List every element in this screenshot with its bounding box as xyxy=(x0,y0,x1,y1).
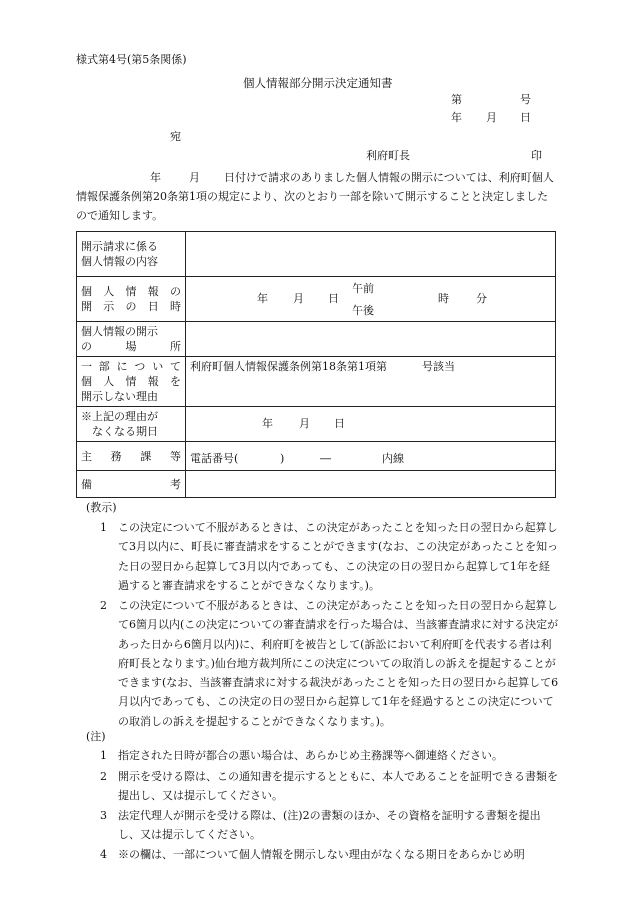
issuer-name: 利府町長 xyxy=(366,149,410,162)
table-row xyxy=(77,322,556,357)
kyoji-heading: (教示) xyxy=(86,501,117,514)
intro-year: 年 xyxy=(150,171,161,184)
intro-paragraph xyxy=(76,168,556,225)
content-label: 開示請求に係る 個人情報の内容 xyxy=(77,232,186,277)
seal-mark: 印 xyxy=(531,149,542,162)
department-label: 主 務 課 等 xyxy=(77,442,186,471)
notes-heading: (注) xyxy=(86,730,106,743)
disclosure-table xyxy=(76,231,556,498)
reason-label: 一 部 に つ い て 個 人 情 報 を 開示しない理由 xyxy=(77,357,186,407)
table-row xyxy=(77,277,556,322)
note-item-2: 2 開示を受ける際は、この通知書を提示するとともに、本人であることを証明できる書類を提出し、又は提示してください。 xyxy=(100,770,558,803)
table-row xyxy=(77,471,556,498)
kyoji-item-2: 2 この決定について不服があるときは、この決定があったことを知った日の翌日から起算して6箇月以内(この決定についての審査請求を行った場合は、当該審査請求に対する決定があった日から6箇月以内)に、利府町を被告として(訴訟において利府町を代表する者は利府町長となります。)仙台地方裁判所にこの決定についての取消しの訴えを提起することができます(なお、当該審査請求に対する裁決があったことを知った日の翌日から起算して6月以内であっても、この決定の日の翌日から起算して1年を経過するとこの決定についての取消しの訴えを提起することができなくなります。)。 xyxy=(100,599,559,728)
datetime-label: 個 人 情 報 の 開 示 の 日 時 xyxy=(77,277,186,322)
datetime-value[interactable]: 年 月 日 午前 午後 時 分 xyxy=(186,277,556,322)
document-title: 個人情報部分開示決定通知書 xyxy=(243,76,393,90)
remarks-value[interactable] xyxy=(186,471,556,498)
note-item-3: 3 法定代理人が開示を受ける際は、(注)2の書類のほか、その資格を証明する書類を提出し、又は提示してください。 xyxy=(100,809,541,842)
table-row xyxy=(77,407,556,442)
location-value[interactable] xyxy=(186,322,556,357)
number-go: 号 xyxy=(520,93,531,106)
form-number: 様式第4号(第5条関係) xyxy=(76,53,187,66)
location-label: 個人情報の開示 の 場 所 xyxy=(77,322,186,357)
remarks-label: 備 考 xyxy=(77,471,186,498)
table-row xyxy=(77,442,556,471)
table-row xyxy=(77,232,556,277)
date-month: 月 xyxy=(486,111,497,124)
date-day: 日 xyxy=(520,111,531,124)
expiry-value[interactable]: 年 月 日 xyxy=(186,407,556,442)
intro-month: 月 xyxy=(189,171,200,184)
addressee-suffix: 宛 xyxy=(170,130,181,143)
date-year: 年 xyxy=(451,111,462,124)
table-row xyxy=(77,357,556,407)
reason-value[interactable]: 利府町個人情報保護条例第18条第1項第 号該当 xyxy=(186,357,556,407)
number-dai: 第 xyxy=(451,93,462,106)
content-value[interactable] xyxy=(186,232,556,277)
note-item-4: 4 ※の欄は、一部について個人情報を開示しない理由がなくなる期日をあらかじめ明 xyxy=(100,848,525,861)
intro-text: 日付けで請求のありました個人情報の開示については、利府町個人情報保護条例第20条第1項の規定により、次のとおり一部を除いて開示することと決定しましたので通知します。 xyxy=(76,171,554,222)
kyoji-item-1: 1 この決定について不服があるときは、この決定があったことを知った日の翌日から起算して3月以内に、町長に審査請求をすることができます(なお、この決定があったことを知った日の翌日から起算して3月以内であっても、この決定の日の翌日から起算して1年を経過すると審査請求をすることができなくなります。)。 xyxy=(100,521,559,592)
expiry-label: ※上記の理由が なくなる期日 xyxy=(77,407,186,442)
department-value[interactable]: 電話番号( ) ― 内線 xyxy=(186,442,556,471)
note-item-1: 1 指定された日時が都合の悪い場合は、あらかじめ主務課等へ御連絡ください。 xyxy=(100,749,503,762)
